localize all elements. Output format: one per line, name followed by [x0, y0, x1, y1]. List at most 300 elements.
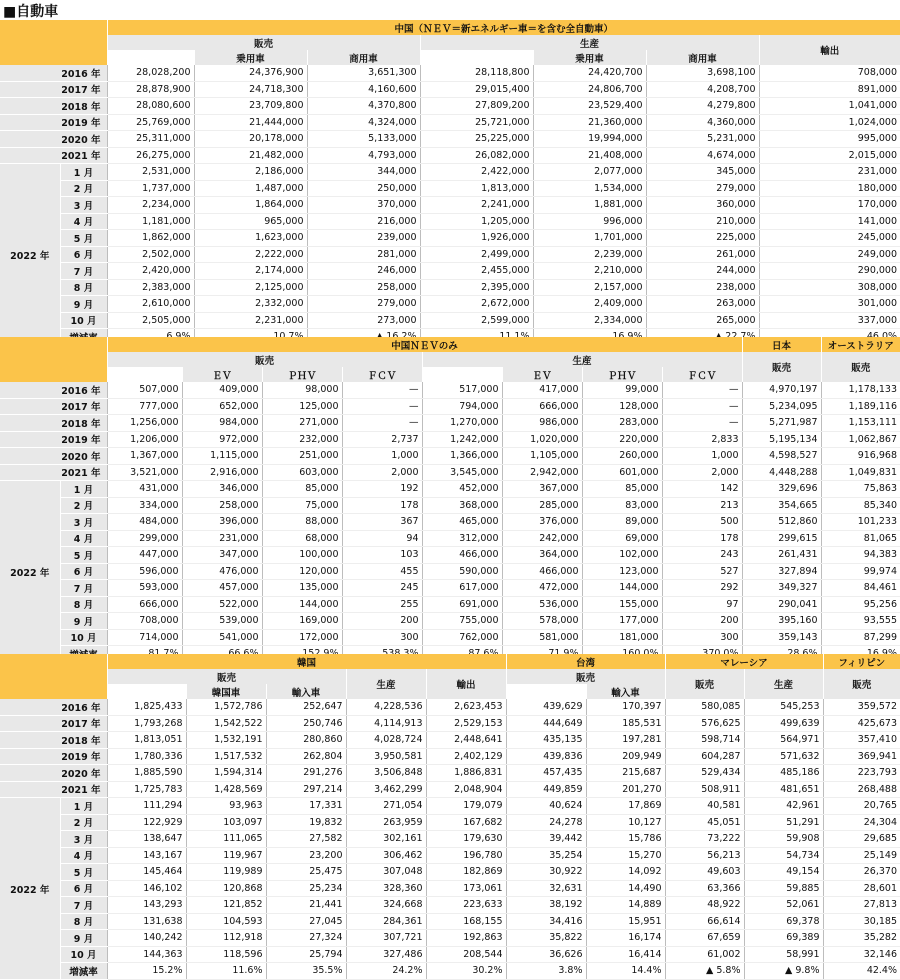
data-cell: 208,544	[426, 946, 506, 963]
data-cell: 1,041,000	[759, 98, 900, 115]
data-cell: 777,000	[107, 398, 182, 415]
data-cell: 14,092	[586, 864, 665, 881]
data-cell: 223,793	[823, 765, 900, 782]
data-cell: 344,000	[307, 164, 420, 181]
data-cell: 265,000	[646, 312, 759, 329]
data-cell: 200	[342, 613, 422, 630]
data-cell: 996,000	[533, 213, 646, 230]
year-row	[0, 464, 900, 481]
data-cell: 263,000	[646, 296, 759, 313]
data-cell: 213	[662, 497, 742, 514]
data-cell: 85,000	[262, 481, 342, 498]
col-header-prod-total	[420, 50, 533, 65]
col-group-production: 生産	[422, 352, 742, 367]
data-cell: 1,864,000	[194, 197, 307, 214]
data-cell: 35,254	[506, 847, 586, 864]
col-group-taiwan-sales: 販売	[506, 669, 665, 684]
data-cell: 447,000	[107, 547, 182, 564]
row-label-month: 7 月	[60, 897, 107, 914]
data-cell: 1,813,051	[107, 732, 186, 749]
data-cell: 308,000	[759, 279, 900, 296]
col-header-philippines-sales: 販売	[823, 669, 900, 699]
data-cell: 291,276	[266, 765, 346, 782]
data-cell: 140,242	[107, 930, 186, 947]
data-cell: 455	[342, 563, 422, 580]
data-cell: 299,615	[742, 530, 821, 547]
data-cell: 4,674,000	[646, 147, 759, 164]
data-cell: 58,991	[744, 946, 823, 963]
data-cell: 452,000	[422, 481, 502, 498]
data-cell: 20,765	[823, 798, 900, 815]
data-cell: 242,000	[502, 530, 582, 547]
data-cell: 15,951	[586, 913, 665, 930]
month-row	[0, 197, 900, 214]
row-label-month: 3 月	[60, 514, 107, 531]
data-cell: 56,213	[665, 847, 744, 864]
data-cell: 181,000	[582, 629, 662, 646]
row-label-month: 2 月	[60, 497, 107, 514]
data-cell: 2,833	[662, 431, 742, 448]
section-header-japan: 日本	[742, 337, 821, 352]
data-cell: 1,780,336	[107, 748, 186, 765]
data-cell: 337,000	[759, 312, 900, 329]
data-cell: 27,582	[266, 831, 346, 848]
data-cell: 4,279,800	[646, 98, 759, 115]
data-cell: 94	[342, 530, 422, 547]
year-row	[0, 732, 900, 749]
data-cell: 38,192	[506, 897, 586, 914]
data-cell: 94,383	[821, 547, 900, 564]
data-cell: 4,028,724	[346, 732, 426, 749]
data-cell: 666,000	[502, 398, 582, 415]
data-cell: 48,922	[665, 897, 744, 914]
data-cell: 359,143	[742, 629, 821, 646]
data-cell: 30,185	[823, 913, 900, 930]
month-row	[0, 312, 900, 329]
data-cell: 965,000	[194, 213, 307, 230]
data-cell: 3,506,848	[346, 765, 426, 782]
data-cell: 299,000	[107, 530, 182, 547]
data-cell: 273,000	[307, 312, 420, 329]
data-cell: 578,000	[502, 613, 582, 630]
row-label-month: 2 月	[60, 180, 107, 197]
data-cell: 484,000	[107, 514, 182, 531]
data-cell: —	[342, 398, 422, 415]
data-cell: 2,599,000	[420, 312, 533, 329]
data-cell: 2,000	[342, 464, 422, 481]
data-cell: 1,062,867	[821, 431, 900, 448]
row-label-year: 2020 年	[0, 131, 107, 148]
data-cell: 25,311,000	[107, 131, 194, 148]
data-cell: 283,000	[582, 415, 662, 432]
data-cell: 2,531,000	[107, 164, 194, 181]
data-cell: 395,160	[742, 613, 821, 630]
data-cell: 1,205,000	[420, 213, 533, 230]
data-cell: 4,448,288	[742, 464, 821, 481]
data-cell: 24,376,900	[194, 65, 307, 81]
data-cell: 88,000	[262, 514, 342, 531]
data-cell: 263,959	[346, 814, 426, 831]
data-cell: 95,256	[821, 596, 900, 613]
row-label-month: 4 月	[60, 847, 107, 864]
data-cell: 144,000	[582, 580, 662, 597]
row-label-month: 5 月	[60, 547, 107, 564]
data-cell: 301,000	[759, 296, 900, 313]
data-cell: 1,256,000	[107, 415, 182, 432]
data-cell: 1,181,000	[107, 213, 194, 230]
year-row	[0, 715, 900, 732]
data-cell: 34,416	[506, 913, 586, 930]
data-cell: 178	[662, 530, 742, 547]
data-cell: 73,222	[665, 831, 744, 848]
data-cell: 2,077,000	[533, 164, 646, 181]
corner-cell	[0, 20, 107, 65]
data-cell: 24,806,700	[533, 81, 646, 98]
data-cell: 571,632	[744, 748, 823, 765]
month-row	[0, 946, 900, 963]
corner-cell	[0, 337, 107, 382]
col-header-japan-sales: 販売	[742, 352, 821, 382]
year-row	[0, 699, 900, 715]
data-cell: 42,961	[744, 798, 823, 815]
data-cell: 238,000	[646, 279, 759, 296]
data-cell: 102,000	[582, 547, 662, 564]
data-cell: 2,409,000	[533, 296, 646, 313]
month-row	[0, 580, 900, 597]
table-korea-taiwan-malaysia-philippines	[0, 654, 900, 980]
data-cell: 1,623,000	[194, 230, 307, 247]
data-cell: 345,000	[646, 164, 759, 181]
data-cell: 3.8%	[506, 963, 586, 980]
data-cell: 101,233	[821, 514, 900, 531]
data-cell: 244,000	[646, 263, 759, 280]
data-cell: 19,994,000	[533, 131, 646, 148]
data-cell: 143,293	[107, 897, 186, 914]
year-row	[0, 431, 900, 448]
row-label-month: 3 月	[60, 197, 107, 214]
data-cell: 144,363	[107, 946, 186, 963]
col-header-commercial: 商用車	[307, 50, 420, 65]
data-cell: 122,929	[107, 814, 186, 831]
data-cell: 173,061	[426, 880, 506, 897]
data-cell: 231,000	[759, 164, 900, 181]
data-cell: 27,045	[266, 913, 346, 930]
col-header-sales-total	[107, 367, 182, 382]
data-cell: 2,422,000	[420, 164, 533, 181]
year-row	[0, 398, 900, 415]
section-header-malaysia: マレーシア	[665, 654, 823, 669]
table-china-total	[0, 20, 900, 346]
data-cell: 279,000	[307, 296, 420, 313]
data-cell: 1,517,532	[186, 748, 266, 765]
data-cell: 40,581	[665, 798, 744, 815]
data-cell: 280,860	[266, 732, 346, 749]
data-cell: 603,000	[262, 464, 342, 481]
data-cell: 279,000	[646, 180, 759, 197]
data-cell: 360,000	[646, 197, 759, 214]
data-cell: 25,475	[266, 864, 346, 881]
data-cell: 11.6%	[186, 963, 266, 980]
data-cell: 1,366,000	[422, 448, 502, 465]
data-cell: 10,127	[586, 814, 665, 831]
data-cell: 24,278	[506, 814, 586, 831]
row-label-month: 8 月	[60, 279, 107, 296]
data-cell: 14.4%	[586, 963, 665, 980]
data-cell: 118,596	[186, 946, 266, 963]
data-cell: 220,000	[582, 431, 662, 448]
data-cell: 2,332,000	[194, 296, 307, 313]
year-row	[0, 114, 900, 131]
month-row	[0, 530, 900, 547]
month-row	[0, 497, 900, 514]
data-cell: 598,714	[665, 732, 744, 749]
data-cell: 481,651	[744, 781, 823, 798]
col-group-sales: 販売	[107, 35, 420, 50]
data-cell: 1,793,268	[107, 715, 186, 732]
year-row	[0, 81, 900, 98]
data-cell: 439,629	[506, 699, 586, 715]
data-cell: 2,334,000	[533, 312, 646, 329]
data-cell: —	[662, 382, 742, 398]
data-cell: 1,862,000	[107, 230, 194, 247]
data-cell: 209,949	[586, 748, 665, 765]
data-cell: 119,989	[186, 864, 266, 881]
row-label-month: 9 月	[60, 296, 107, 313]
col-header-fcv: ＦＣＶ	[662, 367, 742, 382]
data-cell: 755,000	[422, 613, 502, 630]
data-cell: 252,647	[266, 699, 346, 715]
data-cell: 601,000	[582, 464, 662, 481]
data-cell: 250,000	[307, 180, 420, 197]
data-cell: 2,505,000	[107, 312, 194, 329]
data-cell: 349,327	[742, 580, 821, 597]
data-cell: 135,000	[262, 580, 342, 597]
data-cell: 444,649	[506, 715, 586, 732]
row-label-month: 3 月	[60, 831, 107, 848]
row-label-change-rate: 増減率	[60, 963, 107, 980]
col-group-korea-sales: 販売	[107, 669, 346, 684]
data-cell: 21,408,000	[533, 147, 646, 164]
row-label-month: 4 月	[60, 530, 107, 547]
data-cell: 2,222,000	[194, 246, 307, 263]
data-cell: 24,304	[823, 814, 900, 831]
data-cell: 596,000	[107, 563, 182, 580]
data-cell: 666,000	[107, 596, 182, 613]
data-cell: —	[662, 398, 742, 415]
data-cell: 192,863	[426, 930, 506, 947]
data-cell: 271,054	[346, 798, 426, 815]
data-cell: 593,000	[107, 580, 182, 597]
data-cell: 49,154	[744, 864, 823, 881]
data-cell: 281,000	[307, 246, 420, 263]
data-cell: 120,868	[186, 880, 266, 897]
data-cell: 39,442	[506, 831, 586, 848]
data-cell: 17,869	[586, 798, 665, 815]
data-cell: 98,000	[262, 382, 342, 398]
data-cell: 2,737	[342, 431, 422, 448]
data-cell: 2,672,000	[420, 296, 533, 313]
data-cell: 45,051	[665, 814, 744, 831]
year-row	[0, 781, 900, 798]
data-cell: 2,916,000	[182, 464, 262, 481]
data-cell: 581,000	[502, 629, 582, 646]
data-cell: 307,048	[346, 864, 426, 881]
month-row	[0, 180, 900, 197]
data-cell: 2,623,453	[426, 699, 506, 715]
data-cell: 439,836	[506, 748, 586, 765]
data-cell: 986,000	[502, 415, 582, 432]
year-row	[0, 98, 900, 115]
data-cell: 527	[662, 563, 742, 580]
year-row	[0, 382, 900, 398]
row-label-month: 7 月	[60, 580, 107, 597]
data-cell: 42.4%	[823, 963, 900, 980]
data-cell: 364,000	[502, 547, 582, 564]
data-cell: 28,878,900	[107, 81, 194, 98]
col-header-malaysia-sales: 販売	[665, 669, 744, 699]
row-label-year: 2019 年	[0, 431, 107, 448]
col-header-ev: ＥＶ	[502, 367, 582, 382]
data-cell: 24,718,300	[194, 81, 307, 98]
data-cell: 246,000	[307, 263, 420, 280]
col-header-passenger: 乗用車	[533, 50, 646, 65]
data-cell: 16,174	[586, 930, 665, 947]
data-cell: 346,000	[182, 481, 262, 498]
month-row	[0, 831, 900, 848]
data-cell: 580,085	[665, 699, 744, 715]
data-cell: 172,000	[262, 629, 342, 646]
data-cell: 28,028,200	[107, 65, 194, 81]
row-label-month: 5 月	[60, 230, 107, 247]
data-cell: 123,000	[582, 563, 662, 580]
data-cell: 1,242,000	[422, 431, 502, 448]
month-row	[0, 814, 900, 831]
data-cell: 23,200	[266, 847, 346, 864]
data-cell: 24,420,700	[533, 65, 646, 81]
data-cell: 4,208,700	[646, 81, 759, 98]
data-cell: 144,000	[262, 596, 342, 613]
data-cell: 119,967	[186, 847, 266, 864]
data-cell: 30,922	[506, 864, 586, 881]
data-cell: 1,024,000	[759, 114, 900, 131]
col-header-taiwan-sales-total	[506, 684, 586, 699]
data-cell: 83,000	[582, 497, 662, 514]
data-cell: 268,488	[823, 781, 900, 798]
data-cell: 93,963	[186, 798, 266, 815]
data-cell: 329,696	[742, 481, 821, 498]
month-row	[0, 296, 900, 313]
data-cell: 97	[662, 596, 742, 613]
col-header-imported-cars: 輸入車	[266, 684, 346, 699]
data-cell: ▲ 5.8%	[665, 963, 744, 980]
data-cell: 300	[662, 629, 742, 646]
data-cell: 25,149	[823, 847, 900, 864]
data-cell: —	[342, 382, 422, 398]
data-cell: 21,444,000	[194, 114, 307, 131]
data-cell: —	[662, 415, 742, 432]
sheet-title: ■自動車	[3, 4, 59, 20]
data-cell: 4,360,000	[646, 114, 759, 131]
data-cell: 300	[342, 629, 422, 646]
row-label-month: 10 月	[60, 312, 107, 329]
col-header-fcv: ＦＣＶ	[342, 367, 422, 382]
data-cell: 35,822	[506, 930, 586, 947]
data-cell: 99,000	[582, 382, 662, 398]
row-label-year: 2017 年	[0, 81, 107, 98]
data-cell: 485,186	[744, 765, 823, 782]
data-cell: 708,000	[107, 613, 182, 630]
data-cell: 2,174,000	[194, 263, 307, 280]
data-cell: 54,734	[744, 847, 823, 864]
data-cell: 35.5%	[266, 963, 346, 980]
data-cell: 529,434	[665, 765, 744, 782]
data-cell: 312,000	[422, 530, 502, 547]
data-cell: 995,000	[759, 131, 900, 148]
row-group-2022: 2022 年	[0, 798, 60, 980]
data-cell: 29,685	[823, 831, 900, 848]
data-cell: 972,000	[182, 431, 262, 448]
data-cell: 334,000	[107, 497, 182, 514]
data-cell: 1,926,000	[420, 230, 533, 247]
data-cell: 25,234	[266, 880, 346, 897]
data-cell: 260,000	[582, 448, 662, 465]
data-cell: 21,482,000	[194, 147, 307, 164]
data-cell: 81,065	[821, 530, 900, 547]
col-header-korean-cars: 韓国車	[186, 684, 266, 699]
data-cell: 357,410	[823, 732, 900, 749]
data-cell: 604,287	[665, 748, 744, 765]
data-cell: 541,000	[182, 629, 262, 646]
data-cell: —	[342, 415, 422, 432]
data-cell: 328,360	[346, 880, 426, 897]
data-cell: 431,000	[107, 481, 182, 498]
data-cell: 121,852	[186, 897, 266, 914]
data-cell: 1,115,000	[182, 448, 262, 465]
data-cell: 179,630	[426, 831, 506, 848]
data-cell: 61,002	[665, 946, 744, 963]
data-cell: 111,294	[107, 798, 186, 815]
data-cell: 250,746	[266, 715, 346, 732]
data-cell: 169,000	[262, 613, 342, 630]
data-cell: 3,651,300	[307, 65, 420, 81]
data-cell: 457,435	[506, 765, 586, 782]
row-label-month: 8 月	[60, 913, 107, 930]
data-cell: 36,626	[506, 946, 586, 963]
row-label-year: 2017 年	[0, 715, 107, 732]
col-header-commercial: 商用車	[646, 50, 759, 65]
row-label-month: 6 月	[60, 246, 107, 263]
data-cell: 2,455,000	[420, 263, 533, 280]
data-cell: 84,461	[821, 580, 900, 597]
year-row	[0, 765, 900, 782]
data-cell: 590,000	[422, 563, 502, 580]
data-cell: 4,598,527	[742, 448, 821, 465]
data-cell: 466,000	[502, 563, 582, 580]
data-cell: 131,638	[107, 913, 186, 930]
data-cell: 327,486	[346, 946, 426, 963]
data-cell: 762,000	[422, 629, 502, 646]
data-cell: 262,804	[266, 748, 346, 765]
data-cell: 155,000	[582, 596, 662, 613]
data-cell: 476,000	[182, 563, 262, 580]
data-cell: 409,000	[182, 382, 262, 398]
col-header-malaysia-production: 生産	[744, 669, 823, 699]
data-cell: 239,000	[307, 230, 420, 247]
row-label-year: 2018 年	[0, 98, 107, 115]
data-cell: 59,908	[744, 831, 823, 848]
data-cell: 2,529,153	[426, 715, 506, 732]
data-cell: 1,000	[662, 448, 742, 465]
